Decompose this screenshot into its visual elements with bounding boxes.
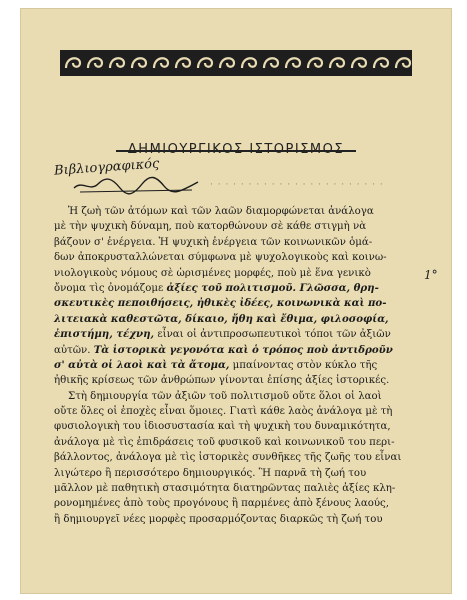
text-line (54, 327, 429, 342)
text-line (54, 404, 429, 419)
text-segment: λιγώτερο ἢ περισσότερο δημιουργικός. Ἢ παρνᾶ τὴ ζωή του (54, 467, 367, 479)
text-line (54, 373, 429, 388)
document-page (20, 8, 452, 594)
text-segment: σκευτικὲς πεποιθήσεις, ἠθικὲς ἰδέες, κοινωνικὰ καὶ πο- (54, 297, 387, 310)
text-line (54, 312, 429, 327)
margin-note: 1° (424, 268, 438, 282)
text-segment: ὄνομα τὶς ὀνομάζομε (54, 282, 167, 294)
text-line (54, 466, 429, 481)
dotted-leader: · · · · · · · · · · · · · · · · · · · · · · · (210, 180, 384, 190)
text-segment: ἠθικῆς κρίσεως τῶν ἀνθρώπων γίνονται ἐπίσης ἀξίες ἱστορικές. (54, 375, 390, 387)
text-line (54, 419, 429, 434)
text-segment: μπαίνοντας στὸν κύκλο τῆς (229, 359, 378, 371)
text-segment: φυσιολογικὴ του ἰδιοσυστασία καὶ τὴ ψυχικὴ του δυναμικότητα, (54, 421, 391, 433)
text-segment: ρονομημένες ἀπὸ τοὺς προγόνους ἢ παρμένες ἀπὸ ξένους λαούς, (54, 498, 389, 510)
text-segment: νιολογικοὺς νόμους σὲ ὡρισμένες μορφές, ποὺ μὲ ἕνα γενικὸ (54, 267, 371, 279)
text-segment: ἐπιστήμη, τέχνη, (54, 328, 155, 341)
text-line (54, 204, 429, 219)
text-segment: βάλλοντος, ἀνάλογα μὲ τὶς ἱστορικὲς συνθῆκες τῆς ζωῆς του εἶναι (54, 452, 402, 464)
text-line (54, 266, 429, 281)
text-segment: Στὴ δημιουργία τῶν ἀξιῶν τοῦ πολιτισμοῦ οὔτε ὅλοι οἱ λαοὶ (68, 390, 382, 402)
text-line (54, 250, 429, 265)
text-line (54, 343, 429, 358)
text-segment: οὔτε ὅλες οἱ ἐποχὲς εἶναι ὅμοιες. Γιατὶ κάθε λαὸς ἀνάλογα μὲ τὴ (54, 406, 393, 418)
text-line (54, 496, 429, 511)
text-segment: εἶναι οἱ ἀντιπροσωπευτικοὶ τόποι τῶν ἀξιῶν (154, 329, 391, 341)
text-segment: ἀνάλογα μὲ τὶς ἐπιδράσεις τοῦ φυσικοῦ καὶ κοινωνικοῦ του περι- (54, 436, 395, 448)
text-line (54, 512, 429, 527)
text-segment: μὲ τὴν ψυχικὴ δύναμη, ποὺ κατορθώνουν σὲ κάθε στιγμὴ νὰ (54, 221, 367, 233)
text-segment: Ἡ ζωὴ τῶν ἀτόμων καὶ τῶν λαῶν διαμορφώνεται ἀνάλογα (68, 206, 374, 217)
text-line (54, 358, 429, 373)
page-heading (20, 142, 452, 157)
heading-strikethrough (116, 150, 356, 152)
text-segment: δων ἀποκρυσταλλώνεται σύμφωνα μὲ ψυχολογικοὺς καὶ κοινω- (54, 252, 387, 264)
text-segment: σ' αὐτὰ οἱ λαοὶ καὶ τὰ ἄτομα, (54, 358, 230, 371)
text-line (54, 281, 429, 296)
text-line (54, 450, 429, 465)
text-segment: μᾶλλον μὲ παθητικὴ στασιμότητα διατηρῶντας παλιὲς ἀξίες κλη- (54, 483, 396, 495)
text-line (54, 296, 429, 311)
handwritten-note: Βιβλιογραφικός (53, 156, 160, 179)
body-text (54, 204, 429, 527)
text-segment: Τὰ ἱστορικὰ γεγονότα καὶ ὁ τρόπος ποὺ ἀντιδροῦν (93, 343, 393, 356)
text-line (54, 219, 429, 234)
text-line (54, 481, 429, 496)
handwritten-scribble (72, 174, 202, 196)
text-segment: αὐτῶν. (54, 344, 94, 356)
text-segment: λιτειακὰ καθεστῶτα, δίκαιο, ἤθη καὶ ἔθιμα, φιλοσοφία, (54, 312, 389, 325)
text-segment: βάζουν σ' ἐνέργεια. Ἡ ψυχικὴ ἐνέργεια τῶν κοινωνικῶν ὁμά- (54, 236, 373, 248)
text-segment: ἢ δημιουργεῖ νέες μορφὲς προσαρμόζοντας διαρκῶς τὴ ζωή του (54, 513, 383, 525)
text-line (54, 235, 429, 250)
text-line (54, 389, 429, 404)
text-segment: ἀξίες τοῦ πολιτισμοῦ. Γλῶσσα, θρη- (166, 281, 379, 294)
greek-wave-ornament (60, 50, 412, 76)
text-line (54, 435, 429, 450)
